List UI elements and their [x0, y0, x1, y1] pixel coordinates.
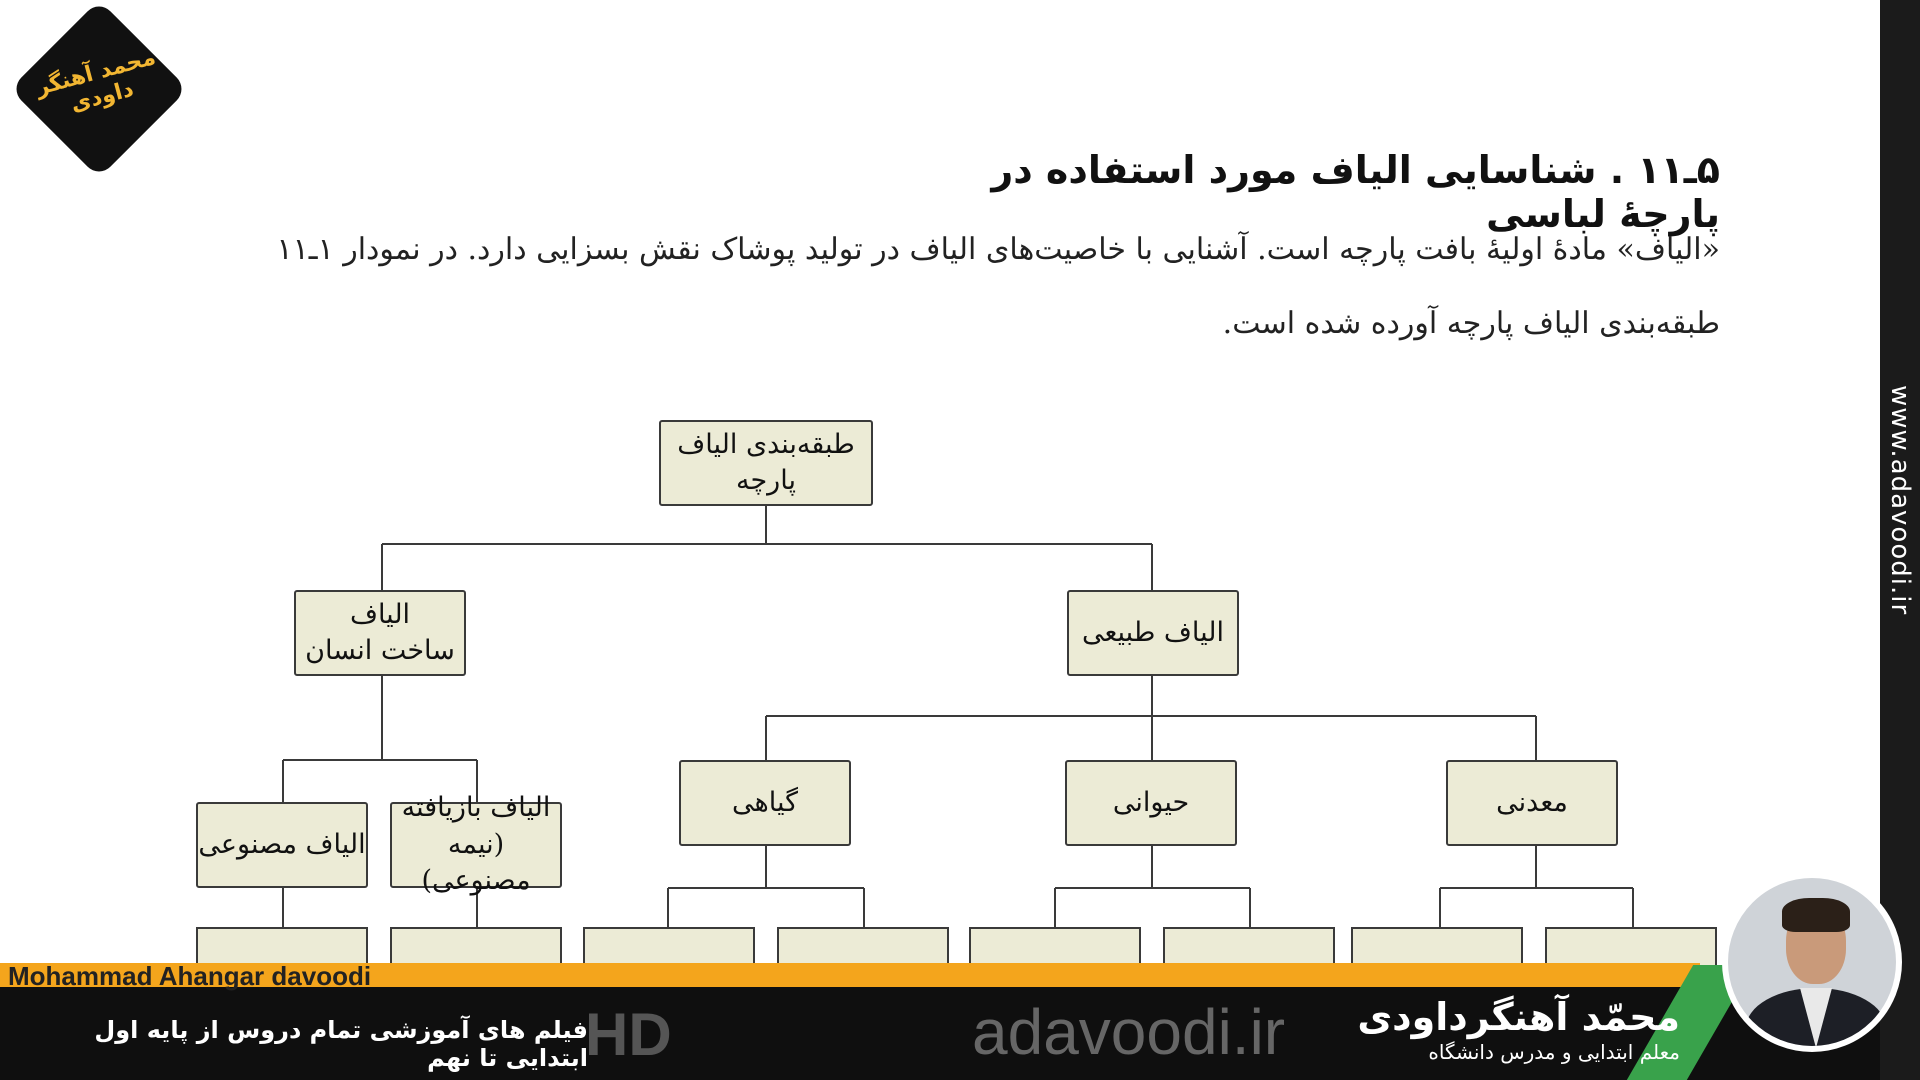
diagram-node-regenerated-line1: الیاف بازیافته	[401, 792, 551, 824]
logo-text: محمد آهنگر داودی	[33, 44, 159, 118]
diagram-node-manmade-line1: الیاف	[349, 598, 411, 630]
diagram-node-animal: حیوانی	[1065, 760, 1237, 846]
presenter-avatar	[1722, 872, 1902, 1052]
site-watermark: adavoodi.ir	[972, 996, 1286, 1068]
site-url-vertical: www.adavoodi.ir	[1885, 384, 1915, 616]
section-heading: ۵ـ۱۱ . شناسایی الیاف مورد استفاده در پارچهٔ لباسی	[991, 148, 1720, 236]
diagram-node-natural: الیاف طبیعی	[1067, 590, 1239, 676]
diagram-node-manmade	[294, 590, 466, 676]
hd-label: HD	[585, 1001, 672, 1068]
avatar-hair	[1782, 898, 1850, 932]
presenter-latin-name: Mohammad Ahangar davoodi	[8, 961, 372, 991]
diagram-node-synthetic: الیاف مصنوعی	[196, 802, 368, 888]
diagram-node-root: طبقه‌بندی الیاف پارچه	[659, 420, 873, 506]
diagram-node-regenerated-line2: (نیمه مصنوعی)	[421, 828, 531, 897]
diagram-node-plant: گیاهی	[679, 760, 851, 846]
presenter-name: محمّد آهنگرداودی	[1357, 995, 1680, 1039]
diagram-node-regenerated	[390, 792, 562, 897]
diagram-node-mineral: معدنی	[1446, 760, 1618, 846]
tagline: فیلم های آموزشی تمام دروس از پایه اول ابتدایی تا نهم	[94, 1016, 588, 1072]
diagram-node-manmade-line2: ساخت انسان	[305, 635, 455, 666]
paragraph-line-1: «الیاف» مادهٔ اولیهٔ بافت پارچه است. آشنایی با خاصیت‌های الیاف در تولید پوشاک نقش بسزایی دارد. در نمودار ۱ـ۱۱	[276, 232, 1720, 267]
paragraph-line-2: طبقه‌بندی الیاف پارچه آورده شده است.	[1222, 306, 1720, 341]
presenter-role: معلم ابتدایی و مدرس دانشگاه	[1428, 1040, 1680, 1064]
presenter-name-strip	[0, 961, 1700, 991]
